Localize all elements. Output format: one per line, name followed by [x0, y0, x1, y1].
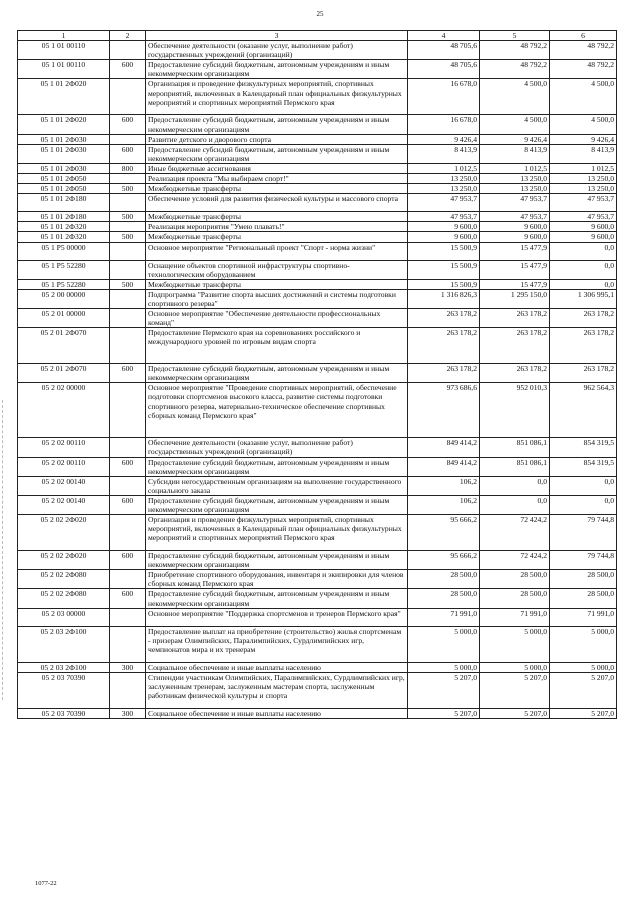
amount-2024: 5 207,0: [480, 708, 550, 718]
amount-2023: 48 705,6: [408, 41, 480, 60]
expense-type: 500: [110, 279, 146, 289]
expense-type: [110, 260, 146, 279]
row-code: 05 1 Р5 52280: [18, 260, 110, 279]
amount-2025: 5 207,0: [550, 672, 617, 708]
amount-2023: 5 000,0: [408, 662, 480, 672]
table-row: [18, 194, 617, 212]
amount-2025: 0,0: [550, 260, 617, 279]
amount-2023: 5 207,0: [408, 672, 480, 708]
table-row: [18, 163, 617, 173]
expense-type: 800: [110, 163, 146, 173]
row-name: Подпрограмма "Развитие спорта высших достижений и системы подготовки спортивного резерва": [146, 289, 408, 308]
row-name: Обеспечение деятельности (оказание услуг, выполнение работ) государственных учреждений (организаций): [146, 438, 408, 457]
amount-2024: 9 600,0: [480, 222, 550, 232]
amount-2023: 16 678,0: [408, 115, 480, 134]
expense-type: 300: [110, 708, 146, 718]
row-name: Оснащение объектов спортивной инфраструктуры спортивно-технологическим оборудованием: [146, 260, 408, 279]
row-name: Межбюджетные трансферты: [146, 212, 408, 222]
expense-type: [110, 194, 146, 212]
amount-2025: 28 500,0: [550, 570, 617, 589]
row-code: 05 1 01 2Ф180: [18, 194, 110, 212]
expense-type: 600: [110, 457, 146, 476]
amount-2024: 48 792,2: [480, 60, 550, 79]
row-code: 05 2 03 2Ф100: [18, 662, 110, 672]
amount-2023: 15 500,9: [408, 242, 480, 260]
amount-2025: 9 600,0: [550, 222, 617, 232]
row-name: Межбюджетные трансферты: [146, 184, 408, 194]
row-code: 05 2 01 00000: [18, 308, 110, 327]
row-code: 05 1 01 2Ф320: [18, 222, 110, 232]
column-header-6: 6: [550, 31, 617, 41]
row-code: 05 2 02 00000: [18, 383, 110, 438]
row-name: Стипендии участникам Олимпийских, Паралимпийских, Сурдлимпийских игр, заслуженным тренерам, заслуженным мастерам спорта, заслуженным работникам физической культуры и спорта: [146, 672, 408, 708]
amount-2025: 5 000,0: [550, 626, 617, 662]
amount-2023: 263 178,2: [408, 308, 480, 327]
expense-type: [110, 79, 146, 115]
amount-2023: 263 178,2: [408, 328, 480, 364]
amount-2025: 263 178,2: [550, 308, 617, 327]
amount-2025: 28 500,0: [550, 589, 617, 608]
amount-2025: 79 744,8: [550, 515, 617, 551]
expense-type: [110, 222, 146, 232]
row-name: Предоставление субсидий бюджетным, автономным учреждениям и иным некоммерческим организациям: [146, 551, 408, 570]
row-code: 05 1 01 2Ф180: [18, 212, 110, 222]
table-row: [18, 515, 617, 551]
table-row: [18, 222, 617, 232]
amount-2023: 15 500,9: [408, 279, 480, 289]
table-row: [18, 626, 617, 662]
amount-2025: 13 250,0: [550, 174, 617, 184]
table-row: [18, 589, 617, 608]
amount-2024: 952 010,3: [480, 383, 550, 438]
amount-2024: 15 477,9: [480, 279, 550, 289]
amount-2025: 9 426,4: [550, 134, 617, 144]
row-code: 05 2 02 00140: [18, 495, 110, 514]
amount-2023: 28 500,0: [408, 589, 480, 608]
table-row: [18, 144, 617, 163]
column-header-2: 2: [110, 31, 146, 41]
row-name: Предоставление субсидий бюджетным, автономным учреждениям и иным некоммерческим организациям: [146, 589, 408, 608]
table-row: [18, 289, 617, 308]
document-code: 1077-22: [35, 880, 57, 887]
expense-type: [110, 41, 146, 60]
table-row: [18, 328, 617, 364]
amount-2024: 263 178,2: [480, 364, 550, 383]
amount-2023: 95 666,2: [408, 515, 480, 551]
row-code: 05 1 01 2Ф020: [18, 79, 110, 115]
row-name: Иные бюджетные ассигнования: [146, 163, 408, 173]
amount-2025: 13 250,0: [550, 184, 617, 194]
amount-2023: 973 686,6: [408, 383, 480, 438]
row-code: 05 1 01 2Ф320: [18, 232, 110, 242]
expense-type: 600: [110, 364, 146, 383]
amount-2024: 1 295 150,0: [480, 289, 550, 308]
amount-2023: 15 500,9: [408, 260, 480, 279]
table-row: [18, 41, 617, 60]
row-code: 05 1 01 2Ф030: [18, 163, 110, 173]
row-name: Основное мероприятие "Проведение спортивных мероприятий, обеспечение подготовки спортсменов высокого класса, развитие системы подготовки спортивного резерва, материально-техническое обеспечение спортивных сборных команд Пермского края": [146, 383, 408, 438]
row-code: 05 1 01 00110: [18, 41, 110, 60]
row-name: Предоставление субсидий бюджетным, автономным учреждениям и иным некоммерческим организациям: [146, 495, 408, 514]
column-header-5: 5: [480, 31, 550, 41]
row-code: 05 1 01 2Ф050: [18, 184, 110, 194]
page-number: 25: [316, 10, 324, 18]
amount-2024: 263 178,2: [480, 328, 550, 364]
amount-2023: 13 250,0: [408, 174, 480, 184]
table-row: [18, 279, 617, 289]
row-name: Реализация проекта "Мы выбираем спорт!": [146, 174, 408, 184]
table-row: [18, 60, 617, 79]
row-code: 05 2 02 2Ф020: [18, 515, 110, 551]
amount-2025: 1 012,5: [550, 163, 617, 173]
expense-type: 500: [110, 212, 146, 222]
row-name: Предоставление субсидий бюджетным, автономным учреждениям и иным некоммерческим организациям: [146, 144, 408, 163]
table-row: [18, 212, 617, 222]
amount-2024: 4 500,0: [480, 115, 550, 134]
row-code: 05 2 02 2Ф080: [18, 589, 110, 608]
amount-2024: 1 012,5: [480, 163, 550, 173]
column-header-3: 3: [146, 31, 408, 41]
row-name: Субсидии негосударственным организациям на выполнение государственного социального заказа: [146, 476, 408, 495]
row-code: 05 2 01 2Ф070: [18, 364, 110, 383]
amount-2023: 95 666,2: [408, 551, 480, 570]
amount-2025: 48 792,2: [550, 60, 617, 79]
amount-2023: 48 705,6: [408, 60, 480, 79]
table-row: [18, 232, 617, 242]
row-name: Реализация мероприятия "Умею плавать!": [146, 222, 408, 232]
amount-2025: 79 744,8: [550, 551, 617, 570]
table-row: [18, 308, 617, 327]
amount-2024: 72 424,2: [480, 551, 550, 570]
table-row: [18, 495, 617, 514]
expense-type: 600: [110, 495, 146, 514]
amount-2023: 1 012,5: [408, 163, 480, 173]
amount-2025: 854 319,5: [550, 457, 617, 476]
expense-type: 500: [110, 232, 146, 242]
expense-type: [110, 672, 146, 708]
row-code: 05 2 03 2Ф100: [18, 626, 110, 662]
amount-2023: 47 953,7: [408, 212, 480, 222]
table-row: [18, 383, 617, 438]
amount-2023: 849 414,2: [408, 457, 480, 476]
row-name: Обеспечение деятельности (оказание услуг, выполнение работ) государственных учреждений (организаций): [146, 41, 408, 60]
table-row: [18, 608, 617, 626]
amount-2023: 71 991,0: [408, 608, 480, 626]
header-row: [18, 31, 617, 41]
row-code: 05 1 01 2Ф030: [18, 134, 110, 144]
amount-2025: 962 564,3: [550, 383, 617, 438]
row-code: 05 2 02 2Ф020: [18, 551, 110, 570]
expense-type: [110, 626, 146, 662]
amount-2023: 106,2: [408, 476, 480, 495]
table-row: [18, 672, 617, 708]
row-code: 05 1 01 2Ф050: [18, 174, 110, 184]
amount-2023: 106,2: [408, 495, 480, 514]
expense-type: [110, 308, 146, 327]
amount-2025: 854 319,5: [550, 438, 617, 457]
expense-type: [110, 608, 146, 626]
amount-2024: 13 250,0: [480, 184, 550, 194]
amount-2024: 47 953,7: [480, 212, 550, 222]
row-name: Обеспечение условий для развития физической культуры и массового спорта: [146, 194, 408, 212]
table-row: [18, 570, 617, 589]
amount-2024: 48 792,2: [480, 41, 550, 60]
amount-2025: 5 207,0: [550, 708, 617, 718]
row-code: 05 2 02 00110: [18, 438, 110, 457]
amount-2023: 5 000,0: [408, 626, 480, 662]
row-name: Межбюджетные трансферты: [146, 279, 408, 289]
table-row: [18, 662, 617, 672]
expense-type: [110, 515, 146, 551]
row-code: 05 1 01 00110: [18, 60, 110, 79]
table-row: [18, 134, 617, 144]
amount-2025: 5 000,0: [550, 662, 617, 672]
amount-2024: 13 250,0: [480, 174, 550, 184]
amount-2024: 263 178,2: [480, 308, 550, 327]
amount-2025: 263 178,2: [550, 364, 617, 383]
row-name: Социальное обеспечение и иные выплаты населению: [146, 662, 408, 672]
expense-type: 600: [110, 144, 146, 163]
amount-2024: 28 500,0: [480, 589, 550, 608]
amount-2023: 8 413,9: [408, 144, 480, 163]
row-code: 05 2 02 00110: [18, 457, 110, 476]
amount-2025: 9 600,0: [550, 232, 617, 242]
row-code: 05 2 02 00140: [18, 476, 110, 495]
amount-2024: 15 477,9: [480, 260, 550, 279]
row-name: Предоставление субсидий бюджетным, автономным учреждениям и иным некоммерческим организациям: [146, 364, 408, 383]
row-code: 05 1 01 2Ф020: [18, 115, 110, 134]
amount-2025: 4 500,0: [550, 115, 617, 134]
table-row: [18, 184, 617, 194]
column-header-4: 4: [408, 31, 480, 41]
row-name: Предоставление Пермского края на соревнованиях российского и международного уровней по игровым видам спорта: [146, 328, 408, 364]
amount-2025: 47 953,7: [550, 194, 617, 212]
expense-type: 600: [110, 115, 146, 134]
row-code: 05 2 03 70390: [18, 708, 110, 718]
amount-2024: 851 086,1: [480, 438, 550, 457]
amount-2023: 16 678,0: [408, 79, 480, 115]
table-row: [18, 115, 617, 134]
expense-type: [110, 174, 146, 184]
amount-2025: 47 953,7: [550, 212, 617, 222]
row-code: 05 2 02 2Ф080: [18, 570, 110, 589]
amount-2024: 8 413,9: [480, 144, 550, 163]
expense-type: [110, 438, 146, 457]
amount-2024: 4 500,0: [480, 79, 550, 115]
row-code: 05 2 03 00000: [18, 608, 110, 626]
row-name: Развитие детского и дворового спорта: [146, 134, 408, 144]
row-code: 05 2 00 00000: [18, 289, 110, 308]
amount-2024: 0,0: [480, 495, 550, 514]
amount-2025: 8 413,9: [550, 144, 617, 163]
row-code: 05 2 01 2Ф070: [18, 328, 110, 364]
table-row: [18, 476, 617, 495]
row-code: 05 1 01 2Ф030: [18, 144, 110, 163]
amount-2024: 28 500,0: [480, 570, 550, 589]
expense-type: [110, 134, 146, 144]
amount-2025: 0,0: [550, 495, 617, 514]
amount-2023: 849 414,2: [408, 438, 480, 457]
row-name: Предоставление субсидий бюджетным, автономным учреждениям и иным некоммерческим организациям: [146, 60, 408, 79]
row-name: Предоставление субсидий бюджетным, автономным учреждениям и иным некоммерческим организациям: [146, 457, 408, 476]
expense-type: [110, 242, 146, 260]
amount-2024: 5 000,0: [480, 662, 550, 672]
row-name: Социальное обеспечение и иные выплаты населению: [146, 708, 408, 718]
expense-type: [110, 476, 146, 495]
amount-2023: 13 250,0: [408, 184, 480, 194]
row-code: 05 1 Р5 00000: [18, 242, 110, 260]
row-name: Основное мероприятие "Обеспечение деятельности профессиональных команд": [146, 308, 408, 327]
amount-2023: 9 426,4: [408, 134, 480, 144]
expense-type: 600: [110, 60, 146, 79]
expense-type: 300: [110, 662, 146, 672]
amount-2024: 9 600,0: [480, 232, 550, 242]
table-row: [18, 457, 617, 476]
expense-type: 600: [110, 589, 146, 608]
table-row: [18, 79, 617, 115]
row-code: 05 1 Р5 52280: [18, 279, 110, 289]
amount-2024: 71 991,0: [480, 608, 550, 626]
amount-2024: 0,0: [480, 476, 550, 495]
amount-2023: 1 316 826,3: [408, 289, 480, 308]
expense-type: 600: [110, 551, 146, 570]
expense-type: [110, 383, 146, 438]
row-name: Межбюджетные трансферты: [146, 232, 408, 242]
row-name: Основное мероприятие "Поддержка спортсменов и тренеров Пермского края": [146, 608, 408, 626]
amount-2025: 71 991,0: [550, 608, 617, 626]
amount-2024: 47 953,7: [480, 194, 550, 212]
amount-2024: 5 207,0: [480, 672, 550, 708]
row-code: 05 2 03 70390: [18, 672, 110, 708]
amount-2025: 0,0: [550, 476, 617, 495]
amount-2025: 0,0: [550, 279, 617, 289]
table-row: [18, 708, 617, 718]
table-row: [18, 174, 617, 184]
row-name: Приобретение спортивного оборудования, инвентаря и экипировки для членов сборных команд Пермского края: [146, 570, 408, 589]
column-header-1: 1: [18, 31, 110, 41]
budget-table: [17, 30, 617, 719]
row-name: Предоставление выплат на приобретение (строительство) жилья спортсменам - призерам Олимпийских, Паралимпийских, Сурдлимпийских игр, чемпионатов мира и их тренерам: [146, 626, 408, 662]
amount-2024: 851 086,1: [480, 457, 550, 476]
expense-type: [110, 328, 146, 364]
row-name: Предоставление субсидий бюджетным, автономным учреждениям и иным некоммерческим организациям: [146, 115, 408, 134]
amount-2024: 15 477,9: [480, 242, 550, 260]
amount-2023: 263 178,2: [408, 364, 480, 383]
table-row: [18, 438, 617, 457]
amount-2025: 1 306 995,1: [550, 289, 617, 308]
table-row: [18, 242, 617, 260]
amount-2023: 9 600,0: [408, 232, 480, 242]
expense-type: [110, 289, 146, 308]
amount-2024: 5 000,0: [480, 626, 550, 662]
amount-2024: 9 426,4: [480, 134, 550, 144]
amount-2023: 47 953,7: [408, 194, 480, 212]
amount-2025: 4 500,0: [550, 79, 617, 115]
amount-2023: 9 600,0: [408, 222, 480, 232]
amount-2025: 263 178,2: [550, 328, 617, 364]
amount-2024: 72 424,2: [480, 515, 550, 551]
amount-2023: 5 207,0: [408, 708, 480, 718]
table-row: [18, 364, 617, 383]
row-name: Основное мероприятие "Региональный проект "Спорт - норма жизни": [146, 242, 408, 260]
amount-2023: 28 500,0: [408, 570, 480, 589]
amount-2025: 0,0: [550, 242, 617, 260]
expense-type: [110, 570, 146, 589]
amount-2025: 48 792,2: [550, 41, 617, 60]
scan-margin-line: [2, 400, 4, 700]
table-row: [18, 551, 617, 570]
expense-type: 500: [110, 184, 146, 194]
table-row: [18, 260, 617, 279]
row-name: Организация и проведение физкультурных мероприятий, спортивных мероприятий, включенных в Календарный план официальных физкультурных мероприятий и спортивных мероприятий Пермского края: [146, 515, 408, 551]
row-name: Организация и проведение физкультурных мероприятий, спортивных мероприятий, включенных в Календарный план официальных физкультурных мероприятий и спортивных мероприятий Пермского края: [146, 79, 408, 115]
